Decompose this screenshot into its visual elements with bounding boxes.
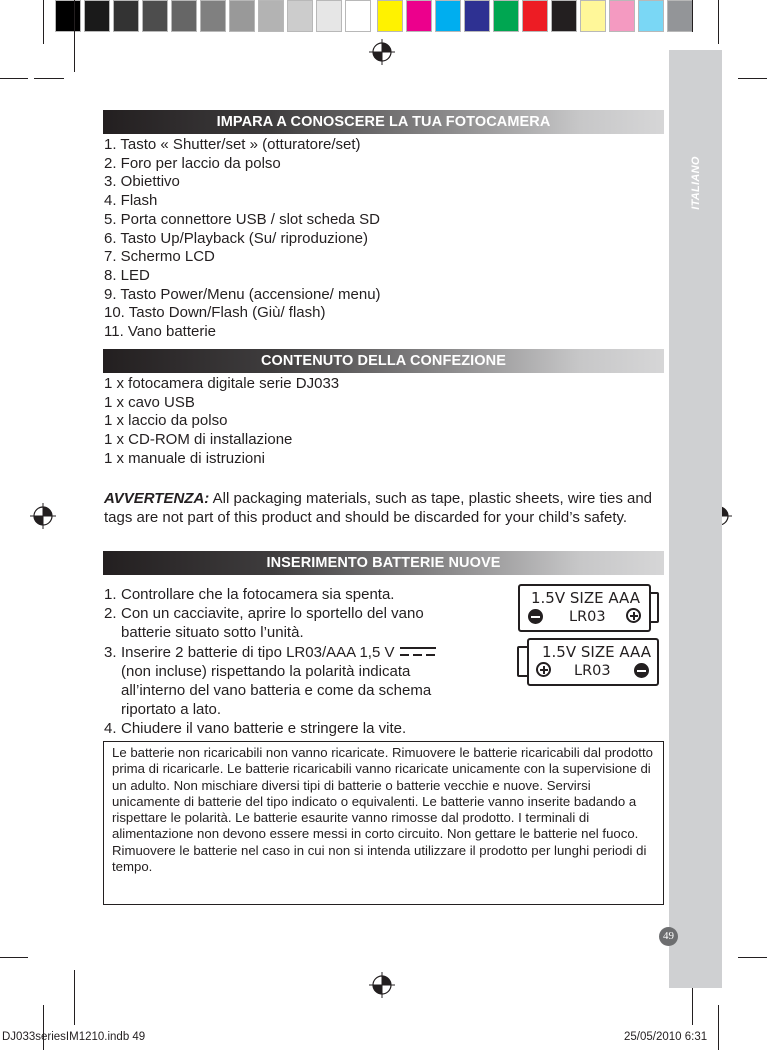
step-item <box>104 643 436 720</box>
calibration-swatch <box>638 0 664 32</box>
crop-mark <box>692 0 693 32</box>
step-number: 3. <box>104 643 117 661</box>
calibration-swatch <box>55 0 81 32</box>
battery-safety-text: Le batterie non ricaricabili non vanno ricaricate. Rimuovere le batterie ricaricabili dal prodotto prima di ricaricarle. Le batterie ricaricabili vanno ricaricate unicamente con la supervisione di un adulto. Non mischiare diversi tipi di batterie o batterie vecchie e nuove. Servirsi unicamente di batterie del tipo indicato o equivalenti. Le batterie vanno inserite badando a rispettare le polarità. Le batterie esaurite vanno rimosse dal prodotto. I terminali di alimentazione non devono essere messi in corto circuito. Non gettare le batterie nel fuoco. Rimuovere le batterie nel caso in cui non si intenda utilizzare il prodotto per lunghi periodi di tempo. <box>112 745 653 875</box>
list-item: 9. Tasto Power/Menu (accensione/ menu) <box>104 285 381 303</box>
camera-parts-list <box>104 136 381 342</box>
battery-type-label: LR03 <box>574 663 611 679</box>
registration-mark-icon <box>369 39 395 65</box>
plus-terminal-icon <box>536 662 551 677</box>
registration-mark-icon <box>369 972 395 998</box>
warning-paragraph <box>104 489 664 527</box>
page-number: 49 <box>659 927 678 946</box>
crop-mark <box>43 1005 44 1050</box>
list-item: 5. Porta connettore USB / slot scheda SD <box>104 210 380 228</box>
list-item: 4. Flash <box>104 192 158 210</box>
step-text-line <box>121 662 436 681</box>
step-text: Con un cacciavite, aprire lo sportello del vano <box>121 605 424 623</box>
crop-mark <box>738 957 767 958</box>
step-text-line <box>121 719 406 738</box>
language-side-tab <box>669 50 722 988</box>
list-item: 1 x manuale di istruzioni <box>104 449 265 467</box>
step-text-line <box>121 585 394 604</box>
language-label: ITALIANO <box>689 156 702 210</box>
list-item: 3. Obiettivo <box>104 173 180 191</box>
calibration-swatch <box>667 0 693 32</box>
calibration-swatch <box>258 0 284 32</box>
step-item <box>104 719 436 738</box>
list-item: 2. Foro per laccio da polso <box>104 154 281 172</box>
section-header-package-contents: CONTENUTO DELLA CONFEZIONE <box>103 349 664 373</box>
calibration-swatch <box>580 0 606 32</box>
battery-illustration <box>518 584 661 634</box>
calibration-swatch <box>522 0 548 32</box>
calibration-swatch <box>345 0 371 32</box>
crop-mark <box>74 0 75 72</box>
minus-terminal-icon <box>634 663 649 678</box>
footer-date: 25/05/2010 6:31 <box>624 1031 708 1043</box>
calibration-swatch <box>316 0 342 32</box>
warning-label: AVVERTENZA: <box>104 490 210 507</box>
list-item: 8. LED <box>104 266 150 284</box>
step-text: riportato a lato. <box>121 701 222 719</box>
step-text: (non incluse) rispettando la polarità indicata <box>121 662 411 680</box>
list-item: 1 x fotocamera digitale serie DJ033 <box>104 375 340 392</box>
list-item: 1 x cavo USB <box>104 393 195 411</box>
crop-mark <box>718 0 719 44</box>
step-text: Inserire 2 batterie di tipo LR03/AAA 1,5 V <box>121 643 395 661</box>
minus-terminal-icon <box>528 609 543 624</box>
list-item: 1 x laccio da polso <box>104 412 228 430</box>
warning-text: All packaging materials, such as tape, plastic sheets, wire ties and tags are not part of this product and should be discarded for your child’s safety. <box>104 490 653 526</box>
step-number: 2. <box>104 605 117 623</box>
step-item <box>104 585 436 604</box>
step-text-line <box>121 643 436 662</box>
section-header-know-camera: IMPARA A CONOSCERE LA TUA FOTOCAMERA <box>103 110 664 134</box>
calibration-swatch <box>200 0 226 32</box>
battery-illustration <box>517 638 659 688</box>
step-text-line <box>121 623 424 642</box>
battery-size-label: 1.5V SIZE AAA <box>542 643 651 661</box>
list-item: 10. Tasto Down/Flash (Giù/ flash) <box>104 304 326 322</box>
calibration-swatch <box>464 0 490 32</box>
battery-safety-note <box>103 741 664 905</box>
calibration-swatch <box>435 0 461 32</box>
calibration-swatch <box>551 0 577 32</box>
step-text: all’interno del vano batteria e come da schema <box>121 682 432 700</box>
step-text-line <box>121 681 436 700</box>
list-item: 1. Tasto « Shutter/set » (otturatore/set) <box>104 136 361 153</box>
crop-mark <box>718 1005 719 1050</box>
step-text: Chiudere il vano batterie e stringere la vite. <box>121 720 407 738</box>
registration-mark-icon <box>30 503 56 529</box>
calibration-swatch <box>113 0 139 32</box>
list-item: 11. Vano batterie <box>104 323 217 341</box>
crop-mark <box>0 78 28 79</box>
calibration-swatch <box>287 0 313 32</box>
calibration-swatch <box>142 0 168 32</box>
calibration-swatch <box>493 0 519 32</box>
plus-terminal-icon <box>626 608 641 623</box>
crop-mark <box>0 957 28 958</box>
calibration-swatch <box>229 0 255 32</box>
battery-type-label: LR03 <box>569 609 606 625</box>
crop-mark <box>43 0 44 44</box>
list-item: 6. Tasto Up/Playback (Su/ riproduzione) <box>104 229 369 247</box>
step-number: 1. <box>104 586 117 603</box>
package-contents-list <box>104 375 339 469</box>
section-header-battery-insertion: INSERIMENTO BATTERIE NUOVE <box>103 551 664 575</box>
crop-mark <box>34 78 64 79</box>
calibration-swatch <box>84 0 110 32</box>
calibration-swatch <box>406 0 432 32</box>
list-item: 1 x CD-ROM di installazione <box>104 431 293 449</box>
step-item <box>104 604 436 642</box>
color-calibration-bar <box>55 0 696 32</box>
calibration-swatch <box>377 0 403 32</box>
step-text-line <box>121 604 424 623</box>
step-number: 4. <box>104 720 117 738</box>
step-text-line <box>121 700 436 719</box>
battery-size-label: 1.5V SIZE AAA <box>531 589 640 607</box>
crop-mark <box>738 78 767 79</box>
calibration-swatch <box>609 0 635 32</box>
crop-mark <box>74 970 75 1025</box>
battery-steps-list <box>104 585 436 739</box>
calibration-swatch <box>171 0 197 32</box>
step-text: Controllare che la fotocamera sia spenta. <box>121 586 395 603</box>
dc-voltage-icon <box>400 647 436 659</box>
list-item: 7. Schermo LCD <box>104 248 215 266</box>
step-text: batterie situato sotto l’unità. <box>121 624 304 642</box>
footer-file-name: DJ033seriesIM1210.indb 49 <box>2 1031 146 1043</box>
